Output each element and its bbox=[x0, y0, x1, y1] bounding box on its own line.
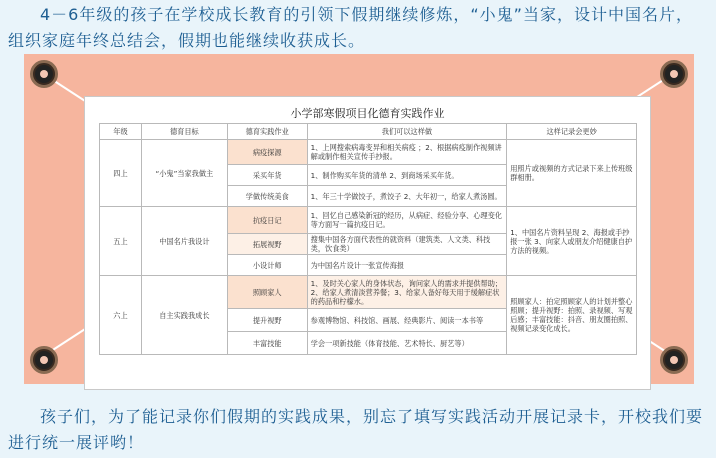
do-cell: 1、制作购买年货的清单 2、到商场采买年货。 bbox=[307, 165, 507, 186]
do-cell: 1、上网搜索病毒变异和相关病疫 ；2、根据病疫制作视频讲解或制作相关宣传手抄报。 bbox=[307, 140, 507, 165]
record-cell: 1、中国名片资料呈现 2、海报或手抄报一张 3、向家人或朋友介绍健康自护方法的视频。 bbox=[507, 207, 637, 276]
do-cell: 1、及时关心家人的身体状态，询问家人的需求并提供帮助；2、给家人煮清淡营养餐；3、给家人备好每天用于缓解症状的药品和柠檬水。 bbox=[307, 276, 507, 309]
task-cell: 采买年货 bbox=[227, 165, 307, 186]
header-goal: 德育目标 bbox=[141, 124, 227, 140]
pin-icon bbox=[660, 346, 688, 374]
grade-cell: 六上 bbox=[100, 276, 142, 355]
do-cell: 搜集中国各方面代表性的就资料（建筑类、人文类、科技类，饮食类） bbox=[307, 234, 507, 255]
task-cell: 提升视野 bbox=[227, 309, 307, 332]
outro-paragraph: 孩子们，为了能记录你们假期的实践成果，别忘了填写实践活动开展记录卡，开校我们要进行统一展评哟！ bbox=[8, 407, 704, 452]
intro-paragraph: 4－6年级的孩子在学校成长教育的引领下假期继续修炼，“小鬼”当家，设计中国名片，组织家庭年终总结会，假期也能继续收获成长。 bbox=[8, 5, 693, 50]
record-cell: 照顾家人：拍定照顾家人的计划并整心照顾；提升视野：拍照、录视频、写观后感；丰富技能：抖音、朋友圈拍照、视频记录变化成长。 bbox=[507, 276, 637, 355]
do-cell: 1、回忆自己感染新冠的经历，从病症、经验分享、心理变化等方面写一篇抗疫日记。 bbox=[307, 207, 507, 234]
table-row bbox=[100, 207, 637, 234]
goal-cell: 自主实践我成长 bbox=[141, 276, 227, 355]
table-row bbox=[100, 276, 637, 309]
header-grade: 年级 bbox=[100, 124, 142, 140]
task-cell: 病疫探源 bbox=[227, 140, 307, 165]
do-cell: 1、年三十学做饺子，煮饺子 2、大年初一，给家人煮汤圆。 bbox=[307, 186, 507, 207]
task-cell: 丰富技能 bbox=[227, 332, 307, 355]
poster bbox=[24, 54, 694, 384]
record-cell: 用照片或视频的方式记录下来上传班级群相册。 bbox=[507, 140, 637, 207]
grade-cell: 四上 bbox=[100, 140, 142, 207]
table-row bbox=[100, 140, 637, 165]
goal-cell: 中国名片我设计 bbox=[141, 207, 227, 276]
goal-cell: “小鬼”当家我做主 bbox=[141, 140, 227, 207]
task-cell: 照顾家人 bbox=[227, 276, 307, 309]
do-cell: 参观博物馆、科技馆、画展、经典影片、阅读一本书等 bbox=[307, 309, 507, 332]
plan-table bbox=[99, 123, 637, 355]
grade-cell: 五上 bbox=[100, 207, 142, 276]
header-record: 这样记录会更妙 bbox=[507, 124, 637, 140]
worksheet bbox=[84, 96, 651, 390]
pin-icon bbox=[660, 60, 688, 88]
worksheet-title: 小学部寒假项目化德育实践作业 bbox=[290, 107, 445, 120]
header-task: 德育实践作业 bbox=[227, 124, 307, 140]
task-cell: 小设计师 bbox=[227, 255, 307, 276]
task-cell: 学做传统美食 bbox=[227, 186, 307, 207]
task-cell: 拓展视野 bbox=[227, 234, 307, 255]
task-cell: 抗疫日记 bbox=[227, 207, 307, 234]
header-do: 我们可以这样做 bbox=[307, 124, 507, 140]
pin-icon bbox=[30, 60, 58, 88]
table-header-row bbox=[100, 124, 637, 140]
do-cell: 为中国名片设计一张宣传海报 bbox=[307, 255, 507, 276]
pin-icon bbox=[30, 346, 58, 374]
do-cell: 学会一项新技能（体育技能、艺术特长、厨艺等） bbox=[307, 332, 507, 355]
